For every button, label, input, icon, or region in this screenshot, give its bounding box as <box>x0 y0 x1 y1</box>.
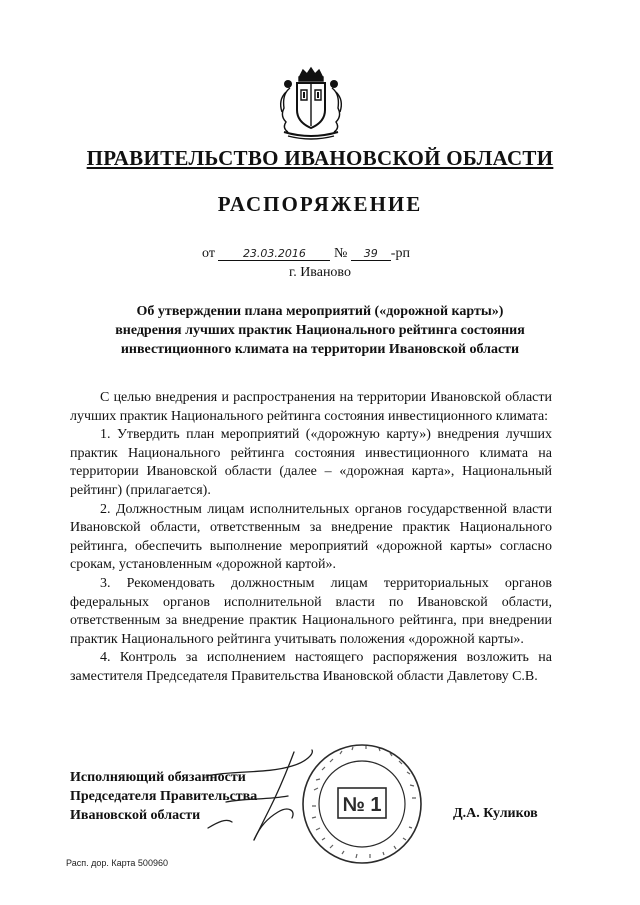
stamp-number: № 1 <box>342 794 382 816</box>
body-paragraph-1: 1. Утвердить план мероприятий («дорожную карту») внедрения лучших практик Национального рейтинга состояния инвестиционного климата на территории Ивановской области (далее – «дорожная карта», Национальный рейтинг) (прилагается). <box>70 427 552 498</box>
body-paragraph-3: 3. Рекомендовать должностным лицам территориальных органов федеральных органов исполнительной власти по Ивановской области, ответственным за внедрение практик Национального рейтинга, при внедрении практик Национального рейтинга учитывать положения «дорожной карты». <box>70 575 552 647</box>
number-label: № <box>333 246 348 261</box>
document-type-title: РАСПОРЯЖЕНИЕ <box>217 192 423 216</box>
registration-line <box>202 246 410 262</box>
handwritten-number: 39 <box>351 248 391 261</box>
body-paragraph-4: 4. Контроль за исполнением настоящего распоряжения возложить на заместителя Председателя Правительства Ивановской области Давлетову С.В. <box>70 650 552 684</box>
coat-of-arms-icon <box>270 66 352 142</box>
number-suffix: -рп <box>390 246 410 261</box>
signatory-name: Д.А. Куликов <box>453 806 538 821</box>
handwritten-signature <box>196 748 336 848</box>
footer-note: Расп. дор. Карта 500960 <box>66 858 168 868</box>
subject-line: инвестиционного климата на территории Ивановской области <box>120 342 520 357</box>
subject-line: Об утверждении плана мероприятий («дорожной карты») <box>136 304 504 319</box>
city: г. Иваново <box>289 265 351 280</box>
document-subject <box>90 302 550 359</box>
handwritten-date: 23.03.2016 <box>218 248 330 261</box>
body-paragraph-2: 2. Должностным лицам исполнительных органов государственной власти Ивановской области, ответственным за внедрение практик Национального рейтинга, обеспечить выполнение мероприятий «дорожной карты» согласно срокам, установленным «дорожной картой». <box>70 501 552 573</box>
date-prefix: от <box>202 246 215 261</box>
subject-line: внедрения лучших практик Национального рейтинга состояния <box>115 323 525 338</box>
signatory-line: Ивановской области <box>70 808 201 823</box>
government-title: ПРАВИТЕЛЬСТВО ИВАНОВСКОЙ ОБЛАСТИ <box>86 146 554 170</box>
document-body <box>70 389 552 687</box>
body-paragraph-preamble: С целью внедрения и распространения на территории Ивановской области лучших практик Национального рейтинга состояния инвестиционного климата: <box>70 390 552 424</box>
signatory-line: Исполняющий обязанности <box>70 770 246 785</box>
signatory-line: Председателя Правительства <box>70 789 258 804</box>
